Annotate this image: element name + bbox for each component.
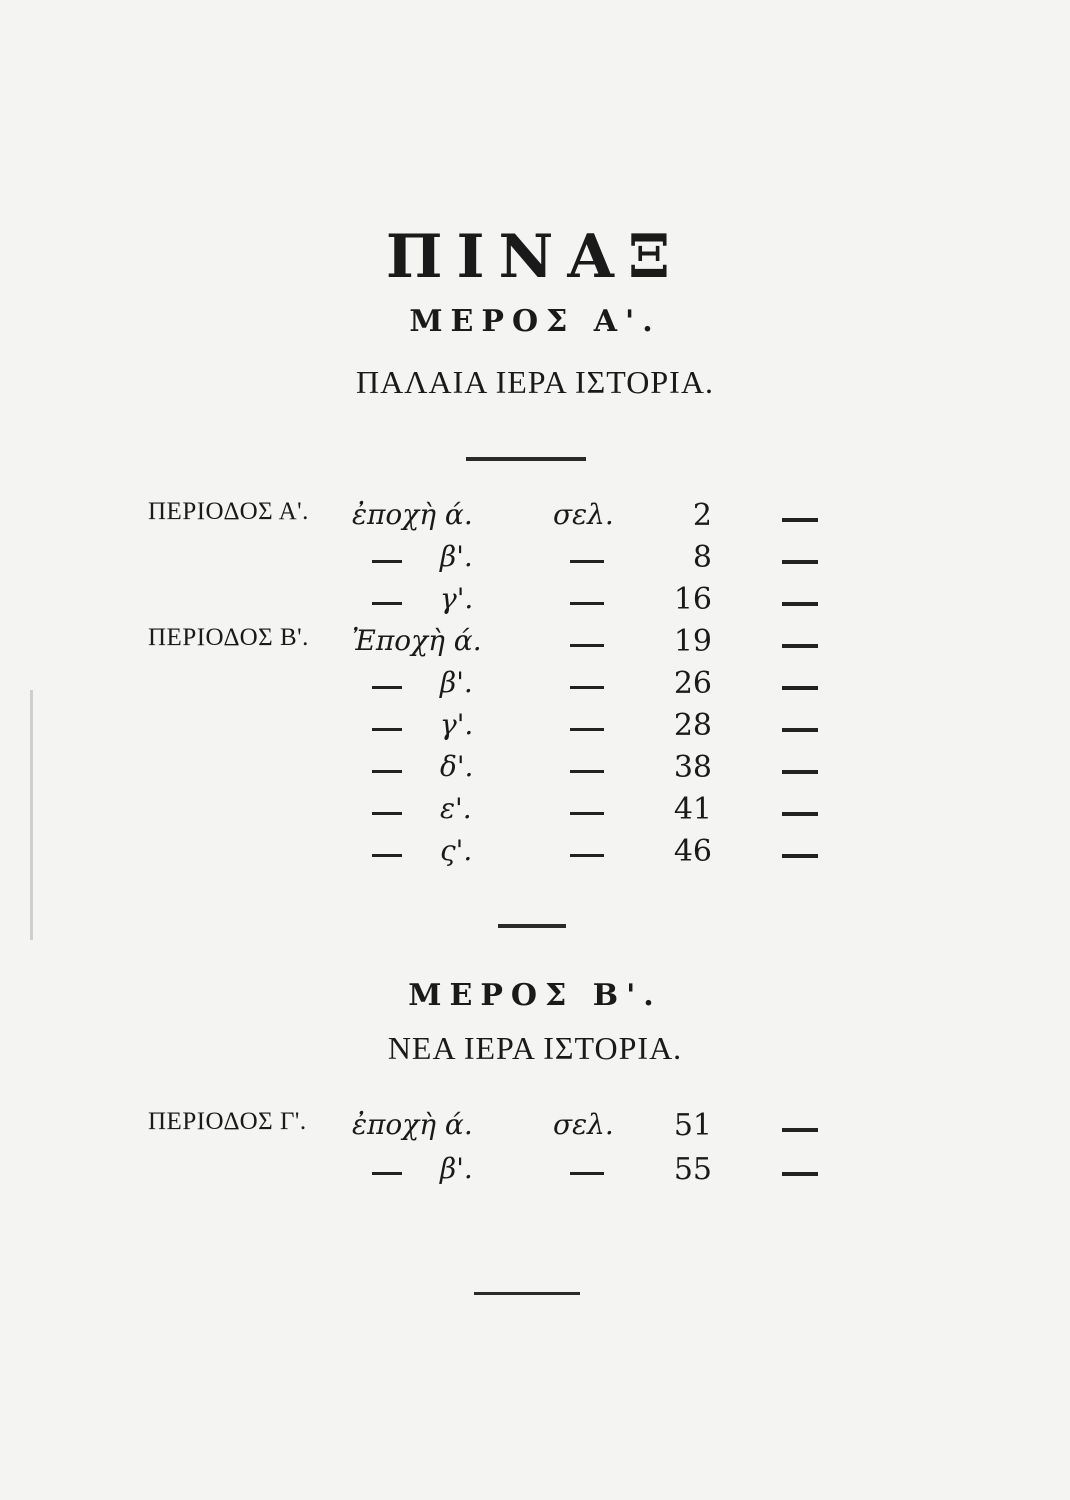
part-a-heading: ΜΕΡΟΣ Α'.	[409, 304, 661, 339]
page-number: 26	[673, 666, 712, 701]
ditto-dash	[570, 770, 604, 773]
ditto-dash	[372, 812, 402, 815]
toc-row	[0, 624, 1070, 664]
trailing-dash	[782, 728, 818, 732]
trailing-dash	[782, 770, 818, 774]
period-label: ΠΕΡΙΟΔΟΣ Α'.	[148, 498, 309, 525]
page-number: 16	[673, 582, 712, 617]
ditto-dash	[372, 602, 402, 605]
ditto-dash	[372, 728, 402, 731]
closing-rule	[474, 1292, 580, 1295]
section-rule	[498, 924, 566, 928]
page-number: 2	[692, 498, 712, 533]
ditto-dash	[372, 1172, 402, 1175]
toc-row	[0, 708, 1070, 748]
ditto-dash	[570, 686, 604, 689]
trailing-dash	[782, 644, 818, 648]
epoch-label: β'.	[440, 1152, 473, 1185]
page-abbrev: σελ.	[553, 1108, 614, 1141]
trailing-dash	[782, 602, 818, 606]
toc-row	[0, 666, 1070, 706]
ditto-dash	[570, 854, 604, 857]
ditto-dash	[570, 812, 604, 815]
ditto-dash	[570, 728, 604, 731]
toc-row	[0, 792, 1070, 832]
toc-row	[0, 540, 1070, 580]
trailing-dash	[782, 518, 818, 522]
toc-row	[0, 1152, 1070, 1192]
epoch-label: ἐποχὴ ά.	[352, 1108, 473, 1141]
epoch-label: γ'.	[440, 582, 474, 615]
toc-row	[0, 750, 1070, 790]
ditto-dash	[372, 854, 402, 857]
toc-row	[0, 582, 1070, 622]
page-number: 38	[673, 750, 712, 785]
ditto-dash	[570, 1172, 604, 1175]
period-label: ΠΕΡΙΟΔΟΣ Β'.	[148, 624, 309, 651]
epoch-label: ς'.	[440, 834, 473, 867]
trailing-dash	[782, 560, 818, 564]
page-number: 51	[673, 1108, 712, 1143]
trailing-dash	[782, 1128, 818, 1132]
epoch-label: β'.	[440, 540, 473, 573]
ditto-dash	[372, 770, 402, 773]
page-number: 41	[673, 792, 712, 827]
page-abbrev: σελ.	[553, 498, 614, 531]
part-b-subtitle: ΝΕΑ ΙΕΡΑ ΙΣΤΟΡΙΑ.	[387, 1030, 683, 1066]
ditto-dash	[570, 644, 604, 647]
epoch-label: ε'.	[440, 792, 472, 825]
section-rule	[466, 457, 586, 461]
ditto-dash	[570, 602, 604, 605]
ditto-dash	[570, 560, 604, 563]
toc-row	[0, 834, 1070, 874]
toc-row	[0, 1108, 1070, 1148]
epoch-label: β'.	[440, 666, 473, 699]
part-a-subtitle: ΠΑΛΑΙΑ ΙΕΡΑ ΙΣΤΟΡΙΑ.	[356, 364, 714, 400]
epoch-label: δ'.	[440, 750, 474, 783]
toc-row	[0, 498, 1070, 538]
page-number: 55	[673, 1152, 712, 1187]
epoch-label: ἐποχὴ ά.	[352, 498, 473, 531]
page-number: 46	[673, 834, 712, 869]
page-number: 8	[692, 540, 712, 575]
page-number: 28	[673, 708, 712, 743]
trailing-dash	[782, 1172, 818, 1176]
trailing-dash	[782, 854, 818, 858]
ditto-dash	[372, 686, 402, 689]
epoch-label: Ἐποχὴ ά.	[352, 624, 482, 657]
epoch-label: γ'.	[440, 708, 474, 741]
trailing-dash	[782, 686, 818, 690]
page-number: 19	[673, 624, 712, 659]
trailing-dash	[782, 812, 818, 816]
ditto-dash	[372, 560, 402, 563]
part-b-heading: ΜΕΡΟΣ Β'.	[408, 978, 662, 1013]
page-title: ΠΙΝΑΞ	[385, 222, 685, 292]
period-label: ΠΕΡΙΟΔΟΣ Γ'.	[148, 1108, 307, 1135]
